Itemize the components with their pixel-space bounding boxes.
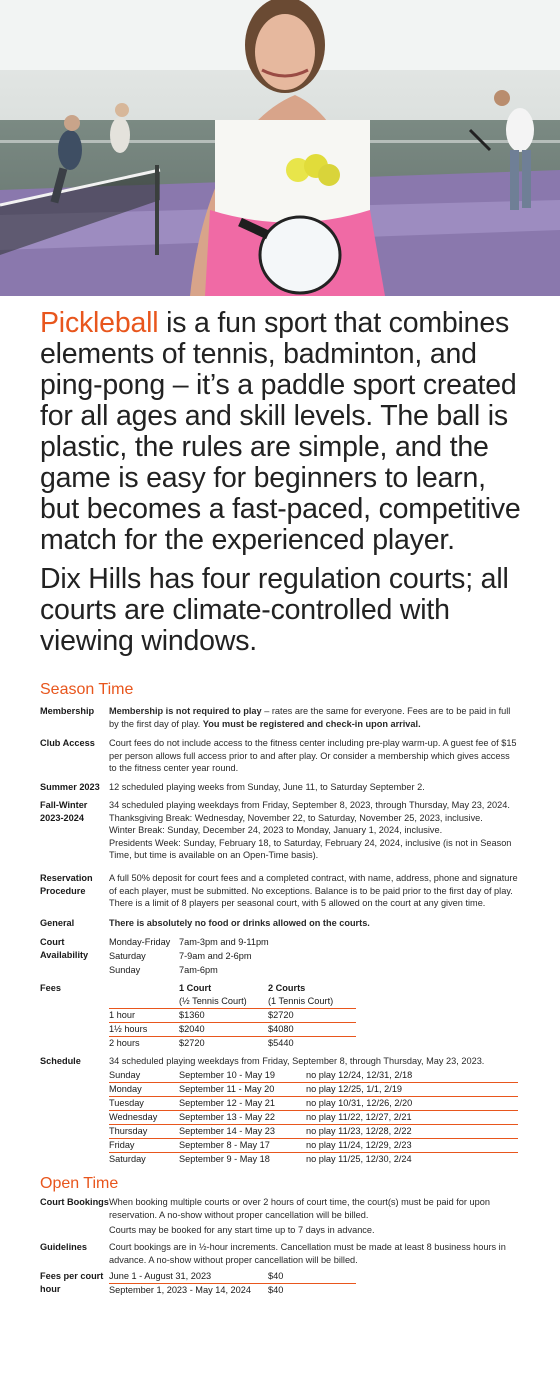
summer-label: Summer 2023 bbox=[40, 782, 100, 792]
fall-winter-label bbox=[40, 799, 110, 824]
court-bookings-text-2: Courts may be booked for any start time up to 7 days in advance. bbox=[109, 1225, 375, 1236]
schedule-no-play: no play 11/22, 12/27, 2/21 bbox=[306, 1112, 412, 1122]
reservation-label-1: Reservation bbox=[40, 873, 93, 883]
schedule-intro: 34 scheduled playing weekdays from Friday, September 8, through Thursday, May 23, 2023. bbox=[109, 1056, 485, 1066]
fall-winter-text bbox=[109, 799, 519, 862]
fees-duration: 2 hours bbox=[109, 1038, 140, 1048]
availability-day: Sunday bbox=[109, 965, 141, 975]
schedule-day: Friday bbox=[109, 1140, 135, 1150]
schedule-range: September 10 - May 19 bbox=[179, 1070, 276, 1080]
schedule-range: September 9 - May 18 bbox=[179, 1154, 270, 1164]
fees-col-2: 2 Courts bbox=[268, 983, 306, 993]
schedule-no-play: no play 10/31, 12/26, 2/20 bbox=[306, 1098, 413, 1108]
membership-bold-2: You must be registered and check-in upon arrival. bbox=[202, 718, 421, 729]
reservation-label-2: Procedure bbox=[40, 885, 86, 896]
hero-photo bbox=[0, 0, 560, 296]
intro-paragraph-2: Dix Hills has four regulation courts; all courts are climate-controlled with viewing windows. bbox=[40, 563, 509, 657]
schedule-no-play: no play 12/24, 12/31, 2/18 bbox=[306, 1070, 413, 1080]
summer-text: 12 scheduled playing weeks from Sunday, June 11, to Saturday September 2. bbox=[109, 782, 425, 792]
schedule-no-play: no play 11/24, 12/29, 2/23 bbox=[306, 1140, 412, 1150]
open-fees-price: $40 bbox=[268, 1285, 284, 1295]
court-bookings-text-1: When booking multiple courts or over 2 hours of court time, the court(s) must be paid for upon reservation. A no-show without proper cancellation will be billed. bbox=[109, 1197, 490, 1220]
open-fees-label bbox=[40, 1270, 110, 1295]
schedule-range: September 14 - May 23 bbox=[179, 1126, 276, 1136]
fall-winter-line: Presidents Week: Sunday, February 18, to Saturday, February 24, 2024, inclusive (is not in Season Time, but time is available on an Open-Time basis). bbox=[109, 837, 512, 861]
reservation-text: A full 50% deposit for court fees and a completed contract, with name, address, phone and signature of each player, must be submitted. No exceptions. Balance is to be paid prior to the first day of play. There is a limit of 8 players per seasonal court, with 5 allowed on the court at any given time. bbox=[109, 873, 518, 909]
fees-col-1: 1 Court bbox=[179, 983, 212, 993]
availability-label-2: Availability bbox=[40, 949, 89, 960]
membership-text bbox=[109, 705, 519, 730]
fall-winter-label-1: Fall-Winter bbox=[40, 800, 88, 810]
guidelines-label: Guidelines bbox=[40, 1242, 87, 1252]
reservation-label bbox=[40, 872, 110, 897]
schedule-range: September 11 - May 20 bbox=[179, 1084, 275, 1094]
schedule-range: September 13 - May 22 bbox=[179, 1112, 276, 1122]
availability-time: 7-9am and 2-6pm bbox=[179, 951, 252, 961]
intro-paragraph-1-text: is a fun sport that combines elements of tennis, badminton, and ping-pong – it’s a paddle sport created for all ages and skill levels. The ball is plastic, the rules are simple, and the game is easy for beginners to learn, but becomes a fast-paced, competitive match for the experienced player. bbox=[40, 307, 521, 556]
schedule-day: Tuesday bbox=[109, 1098, 144, 1108]
schedule-day: Thursday bbox=[109, 1126, 148, 1136]
schedule-range: September 8 - May 17 bbox=[179, 1140, 270, 1150]
open-time-heading: Open Time bbox=[40, 1175, 119, 1192]
fees-col-2-sub: (1 Tennis Court) bbox=[268, 996, 334, 1006]
fall-winter-line: 34 scheduled playing weekdays from Friday, September 8, 2023, through Thursday, May 23, 2024. bbox=[109, 800, 510, 810]
fees-one-court: $1360 bbox=[179, 1010, 205, 1020]
club-access-label: Club Access bbox=[40, 738, 95, 748]
open-fees-price: $40 bbox=[268, 1271, 284, 1281]
schedule-day: Monday bbox=[109, 1084, 142, 1094]
schedule-label: Schedule bbox=[40, 1056, 81, 1066]
fall-winter-label-2: 2023-2024 bbox=[40, 812, 84, 823]
availability-day: Saturday bbox=[109, 951, 146, 961]
availability-time: 7am-6pm bbox=[179, 965, 218, 975]
fees-duration: 1½ hours bbox=[109, 1024, 148, 1034]
schedule-range: September 12 - May 21 bbox=[179, 1098, 276, 1108]
membership-bold-1: Membership is not required to play bbox=[109, 706, 262, 716]
pickleball-accent: Pickleball bbox=[40, 307, 159, 339]
club-access-text: Court fees do not include access to the fitness center including pre-play warm-up. A guest fee of $15 per person allows full access prior to and after play. Or consider a membership which gives access to the fitness center year round. bbox=[109, 738, 517, 774]
schedule-day: Saturday bbox=[109, 1154, 146, 1164]
fees-duration: 1 hour bbox=[109, 1010, 136, 1020]
fees-one-court: $2720 bbox=[179, 1038, 205, 1048]
intro-text bbox=[40, 308, 530, 657]
fees-two-courts: $4080 bbox=[268, 1024, 294, 1034]
fees-two-courts: $2720 bbox=[268, 1010, 294, 1020]
fall-winter-line: Thanksgiving Break: Wednesday, November 22, to Saturday, November 25, 2023, inclusive. bbox=[109, 812, 483, 823]
intro-paragraph-1 bbox=[40, 308, 530, 556]
fees-one-court: $2040 bbox=[179, 1024, 205, 1034]
fees-col-1-sub: (½ Tennis Court) bbox=[179, 996, 247, 1006]
schedule-no-play: no play 11/25, 12/30, 2/24 bbox=[306, 1154, 412, 1164]
schedule-day: Sunday bbox=[109, 1070, 141, 1080]
divider bbox=[109, 1036, 356, 1037]
availability-label bbox=[40, 936, 110, 961]
general-text: There is absolutely no food or drinks allowed on the courts. bbox=[109, 918, 370, 928]
schedule-no-play: no play 11/23, 12/28, 2/22 bbox=[306, 1126, 412, 1136]
guidelines-text: Court bookings are in ½-hour increments. Cancellation must be made at least 8 business hours in advance. A no-show without proper cancellation will be billed. bbox=[109, 1242, 506, 1265]
general-label: General bbox=[40, 918, 75, 928]
availability-label-1: Court bbox=[40, 937, 65, 947]
open-fees-label-2: hour bbox=[40, 1283, 61, 1294]
availability-time: 7am-3pm and 9-11pm bbox=[179, 937, 269, 947]
open-fees-period: September 1, 2023 - May 14, 2024 bbox=[109, 1285, 251, 1295]
divider bbox=[109, 1008, 356, 1009]
fall-winter-line: Winter Break: Sunday, December 24, 2023 to Monday, January 1, 2024, inclusive. bbox=[109, 825, 443, 836]
schedule-no-play: no play 12/25, 1/1, 2/19 bbox=[306, 1084, 403, 1094]
open-fees-period: June 1 - August 31, 2023 bbox=[109, 1271, 212, 1281]
court-bookings-text bbox=[109, 1196, 519, 1237]
open-fees-label-1: Fees per court bbox=[40, 1271, 104, 1281]
fees-label: Fees bbox=[40, 983, 61, 993]
membership-label: Membership bbox=[40, 706, 95, 716]
schedule-day: Wednesday bbox=[109, 1112, 158, 1122]
availability-day: Monday-Friday bbox=[109, 937, 171, 947]
season-time-heading: Season Time bbox=[40, 681, 134, 698]
pickleball-player-photo bbox=[0, 0, 560, 296]
court-bookings-label: Court Bookings bbox=[40, 1197, 109, 1207]
fees-two-courts: $5440 bbox=[268, 1038, 294, 1048]
membership-plain: – rates are the same for everyone. Fees are to be paid in full by the first day of play. bbox=[109, 706, 511, 729]
